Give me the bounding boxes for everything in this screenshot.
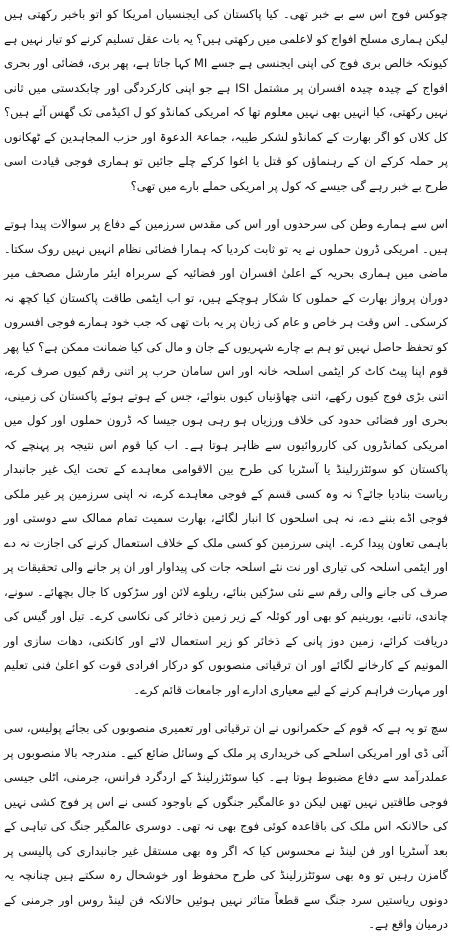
article-paragraph-3: سچ تو یہ ہے کہ قوم کے حکمرانوں نے ان ترقیاتی اور تعمیری منصوبوں کی بجائے پولیس، سی آئی ڈی اور امریکی اسلحے کی خریداری پر ملک کے وسائل ضائع کیے۔ مندرجہ بالا منصوبوں پر عملدرآمد سے دفاع مضبوط ہوتا ہے۔ کیا سوئٹزرلینڈ کے اردگرد فرانس، جرمنی، اٹلی جیسی فوجی طاقتیں نہیں تھیں لیکن دو عالمگیر جنگوں کے باوجود کسی نے اس پر فوج کشی نہیں کی حالانکہ اس ملک کی باقاعدہ کوئی فوج بھی نہ تھی۔ دوسری عالمگیر جنگ کی تباہی کے بعد آسٹریا اور فن لینڈ نے محسوس کیا کہ اگر وہ بھی مستقل غیر جانبداری کی پالیسی پر گامزن رہیں تو وہ بھی سوئٹزرلینڈ کی طرح محفوظ اور خوشحال رہ سکتے ہیں چنانچہ یہ دونوں ریاستیں سرد جنگ سے قطعاً متاثر نہیں ہوئیں حالانکہ فن لینڈ روس اور جرمنی کے درمیان واقع ہے۔ (4, 721, 448, 931)
article-paragraph-1: چوکس فوج اس سے بے خبر تھی۔ کیا پاکستان کی ایجنسیاں امریکا کو اتو باخبر رکھتی ہیں لیکن ہماری مسلح افواج کو لاعلمی میں رکھتی ہیں؟ یہ بات عقل تسلیم کرنے کو تیار نہیں ہے کیونکہ خالص بری فوج کی اپنی ایجنسی ہے جسے MI کہا جاتا ہے، پھر بری، فضائی اور بحری افواج کے چیدہ چیدہ افسران پر مشتمل ISI ہے جو اپنی کارکردگی اور چابکدستی میں ثانی نہیں رکھتی، کیا انہیں بھی نہیں معلوم تھا کہ امریکی کمانڈو کو ل اکیڈمی تک گھس آئے ہیں؟ کل کلاں کو اگر بھارت کے کمانڈو لشکر طیبہ، جماعۃ الدعوۃ اور حزب المجاہدین کے ٹھکانوں پر حملہ کرکے ان کے رہنماؤں کو قتل یا اغوا کرکے چلے جائیں تو ہماری فوجی قیادت اسی طرح بے خبر رہے گی جیسے کہ کول پر امریکی حملے بارے میں تھی؟ (4, 7, 448, 193)
paragraph-gap (4, 198, 448, 212)
paragraph-gap (4, 702, 448, 716)
article-paragraph-2: اس سے ہمارے وطن کی سرحدوں اور اس کی مقدس سرزمین کے دفاع پر سوالات پیدا ہوتے ہیں۔ امریکی ڈرون حملوں نے یہ تو ثابت کردیا کہ ہمارا فضائی نظام انہیں نہیں روک سکتا۔ ماضی میں ہماری بحریہ کے اعلیٰ افسران اور فضائیہ کے سربراہ ایئر مارشل مصحف میر دوران پرواز بھارت کے حملوں کا شکار ہوچکے ہیں، تو اب ایٹمی طاقت پاکستان کیا کچھ نہ کرسکی۔ اس وقت ہر خاص و عام کی زبان پر یہ بات تھی کہ جب خود ہمارے فوجی افسروں کو تحفظ حاصل نہیں تو ہم بے چارے شہریوں کے جان و مال کی کیا ضمانت ممکن ہے؟ کیا پھر قوم اپنا پیٹ کاٹ کر ایٹمی اسلحہ خانہ اور اس سامان حرب پر اتنی رقم کیوں صرف کرے، اتنی بڑی فوج کیوں رکھے، اتنی چھاؤنیاں کیوں بنوائے، جس کے ہوتے ہوئے پاکستان کی زمینی، بحری اور فضائی حدود کی خلاف ورزیاں ہو رہی ہوں جیسا کہ ڈرون حملوں اور کول میں امریکی کمانڈروں کی کارروائیوں سے ظاہر ہوتا ہے۔ اب کیا قوم اس نتیجہ پر پہنچے کہ پاکستان کو سوئٹزرلینڈ یا آسٹریا کی طرح بین الاقوامی معاہدے کے تحت ایک غیر جانبدار ریاست بنادیا جائے؟ نہ وہ کسی قسم کے فوجی معاہدے کرے، نہ اپنی سرزمین پر غیر ملکی فوجی اڈے بننے دے، نہ ہی اسلحوں کا انبار لگائے، بھارت سمیت تمام ممالک سے دوستی اور باہمی تعاون پیدا کرے۔ اپنی سرزمین کو کسی ملک کے خلاف استعمال کرنے کی اجازت نہ دے اور ایٹمی اسلحہ کی تیاری اور نت نئے اسلحہ جات کی پیداوار اور ان پر جانے والی تحقیقات پر صرف کی جانے والی رقم سے نئی سڑکیں بنائے، ریلوے لائن اور سڑکوں کا جال بچھائے۔ سونے، چاندی، تانبے، یورینیم کو بھی اور کوئلہ کے زیر زمین ذخائر کی نکاسی کرے۔ تیل اور گیس کی دریافت کرائے، زمین دوز پانی کے ذخائر کو زیر استعمال لائے اور کانکنی، دھات سازی اور المونیم کے کارخانے لگائے اور ان ترقیاتی منصوبوں کو درکار افرادی قوت کو اعلیٰ فنی تعلیم اور مہارت فراہم کرنے کے لیے معیاری ادارے اور جامعات قائم کرے۔ (4, 217, 448, 697)
